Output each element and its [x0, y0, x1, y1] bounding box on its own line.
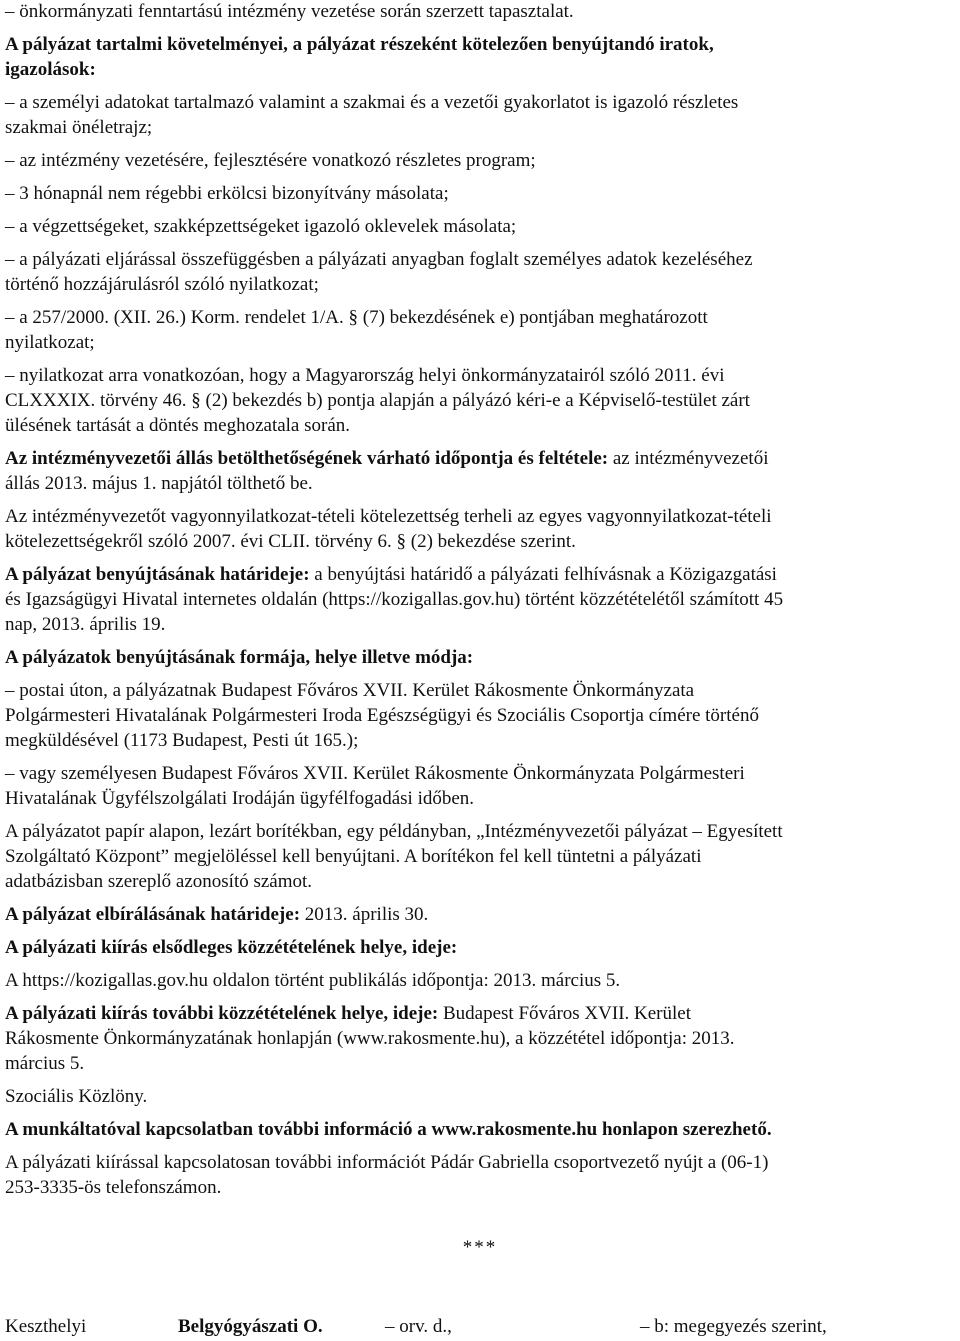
text-line: [5, 704, 759, 728]
line-text: – a végzettségeket, szakképzettségeket igazoló oklevelek másolata;: [5, 216, 517, 237]
line-text: CLXXXIX. törvény 46. § (2) bekezdés b) pontja alapján a pályázó kéri-e a Képviselő-testület zárt: [5, 390, 750, 411]
line-text: állás 2013. május 1. napjától tölthető be.: [5, 473, 313, 494]
text-line: [5, 679, 694, 703]
line-text: Rákosmente Önkormányzatának honlapján (www.rakosmente.hu), a közzététel időpontja: 2013.: [5, 1028, 735, 1049]
text-line: [5, 331, 95, 355]
text-line: [5, 447, 768, 471]
line-text: Polgármesteri Hivatalának Polgármesteri Iroda Egészségügyi és Szociális Csoportja címére történő: [5, 705, 759, 726]
line-text: A pályázatot papír alapon, lezárt borítékban, egy példányban, „Intézményvezetői pályázat – Egyesített: [5, 821, 783, 842]
listing-role: – orv. d.,: [385, 1316, 452, 1337]
line-text: – a 257/2000. (XII. 26.) Korm. rendelet 1/A. § (7) bekezdésének e) pontjában meghatározott: [5, 307, 708, 328]
text-line: [5, 273, 319, 297]
listing-note: – b: megegyezés szerint,: [640, 1316, 827, 1337]
text-line: [5, 364, 724, 388]
bold-heading-text: Az intézményvezetői állás betölthetőségének várható időpontja és feltétele:: [5, 448, 609, 469]
line-text: – 3 hónapnál nem régebbi erkölcsi bizonyítvány másolata;: [5, 183, 449, 204]
listing-location: Keszthelyi: [5, 1316, 87, 1337]
line-text: Az intézményvezetőt vagyonnyilatkozat-tételi kötelezettség terheli az egyes vagyonnyilatkozat-tételi: [5, 506, 772, 527]
line-text: – önkormányzati fenntartású intézmény vezetése során szerzett tapasztalat.: [5, 1, 574, 22]
line-text: nap, 2013. április 19.: [5, 614, 166, 635]
text-line: [5, 729, 358, 753]
text-line: [5, 936, 457, 960]
text-line: [5, 91, 738, 115]
line-text: ülésének tartását a döntés meghozatala során.: [5, 415, 351, 436]
text-line: [5, 787, 474, 811]
text-line: [5, 58, 96, 82]
line-text: – az intézmény vezetésére, fejlesztésére vonatkozó részletes program;: [5, 150, 536, 171]
line-text: és Igazságügyi Hivatal internetes oldalán (https://kozigallas.gov.hu) történt közzétételétől számított 45: [5, 589, 784, 610]
text-line: [5, 248, 753, 272]
text-line: [5, 845, 701, 869]
text-line: [5, 1151, 768, 1175]
line-text: adatbázisban szereplő azonosító számot.: [5, 871, 313, 892]
section-separator: ***: [462, 1237, 498, 1258]
line-text: szakmai önéletrajz;: [5, 117, 153, 138]
text-line: [5, 613, 165, 637]
text-line: [5, 215, 516, 239]
line-text: A https://kozigallas.gov.hu oldalon történt publikálás időpontja: 2013. március 5.: [5, 970, 621, 991]
line-text: Szociális Közlöny.: [5, 1086, 148, 1107]
bold-heading-text: A pályázat tartalmi követelményei, a pályázat részeként kötelezően benyújtandó iratok,: [5, 34, 714, 55]
bold-heading-text: A pályázat benyújtásának határideje:: [5, 564, 310, 585]
text-line: [5, 903, 428, 927]
text-line: [5, 306, 708, 330]
text-line: [5, 182, 449, 206]
text-line: [5, 1118, 772, 1142]
line-text: az intézményvezetői: [608, 448, 769, 469]
text-line: [5, 820, 783, 844]
line-text: március 5.: [5, 1053, 85, 1074]
line-text: A pályázati kiírással kapcsolatosan további információt Pádár Gabriella csoportvezető nyújt a (06-1): [5, 1152, 769, 1173]
text-line: [5, 149, 536, 173]
text-line: [5, 389, 750, 413]
text-line: [5, 0, 574, 24]
line-text: – nyilatkozat arra vonatkozóan, hogy a Magyarország helyi önkormányzatairól szóló 2011. évi: [5, 365, 725, 386]
text-line: [5, 116, 152, 140]
line-text: – vagy személyesen Budapest Főváros XVII. Kerület Rákosmente Önkormányzata Polgármesteri: [5, 763, 745, 784]
bold-heading-text: igazolások:: [5, 59, 96, 80]
text-line: [5, 1085, 147, 1109]
text-line: [5, 1002, 691, 1026]
text-line: [5, 969, 620, 993]
line-text: 253-3335-ös telefonszámon.: [5, 1177, 222, 1198]
line-text: – a pályázati eljárással összefüggésben a pályázati anyagban foglalt személyes adatok kezeléséhez: [5, 249, 753, 270]
line-text: – postai úton, a pályázatnak Budapest Főváros XVII. Kerület Rákosmente Önkormányzata: [5, 680, 695, 701]
line-text: – a személyi adatokat tartalmazó valamint a szakmai és a vezetői gyakorlatot is igazoló részletes: [5, 92, 739, 113]
text-line: [5, 588, 783, 612]
line-text: 2013. április 30.: [300, 904, 429, 925]
text-line: [5, 646, 473, 670]
text-line: [5, 563, 777, 587]
line-text: Szolgáltató Központ” megjelöléssel kell benyújtani. A borítékon fel kell tüntetni a pályázati: [5, 846, 702, 867]
text-line: [5, 472, 313, 496]
bold-heading-text: A pályázati kiírás további közzétételének helye, ideje:: [5, 1003, 439, 1024]
line-text: nyilatkozat;: [5, 332, 95, 353]
text-line: [5, 762, 745, 786]
text-line: [5, 1027, 735, 1051]
bold-heading-text: A munkáltatóval kapcsolatban további információ a www.rakosmente.hu honlapon szerezhető.: [5, 1119, 772, 1140]
text-line: [5, 505, 772, 529]
text-line: [5, 870, 312, 894]
line-text: kötelezettségekről szóló 2007. évi CLII. törvény 6. § (2) bekezdése szerint.: [5, 531, 576, 552]
bold-heading-text: A pályázati kiírás elsődleges közzétételének helye, ideje:: [5, 937, 458, 958]
line-text: történő hozzájárulásról szóló nyilatkozat;: [5, 274, 319, 295]
text-line: [5, 1052, 84, 1076]
listing-department: Belgyógyászati O.: [178, 1316, 323, 1337]
bold-heading-text: A pályázatok benyújtásának formája, helye illetve módja:: [5, 647, 474, 668]
text-line: [5, 414, 350, 438]
line-text: Hivatalának Ügyfélszolgálati Irodáján ügyfélfogadási időben.: [5, 788, 475, 809]
line-text: a benyújtási határidő a pályázati felhívásnak a Közigazgatási: [309, 564, 777, 585]
bold-heading-text: A pályázat elbírálásának határideje:: [5, 904, 301, 925]
line-text: Budapest Főváros XVII. Kerület: [438, 1003, 692, 1024]
text-line: [5, 1176, 221, 1200]
text-line: [5, 530, 576, 554]
line-text: megküldésével (1173 Budapest, Pesti út 165.);: [5, 730, 359, 751]
text-line: [5, 33, 714, 57]
